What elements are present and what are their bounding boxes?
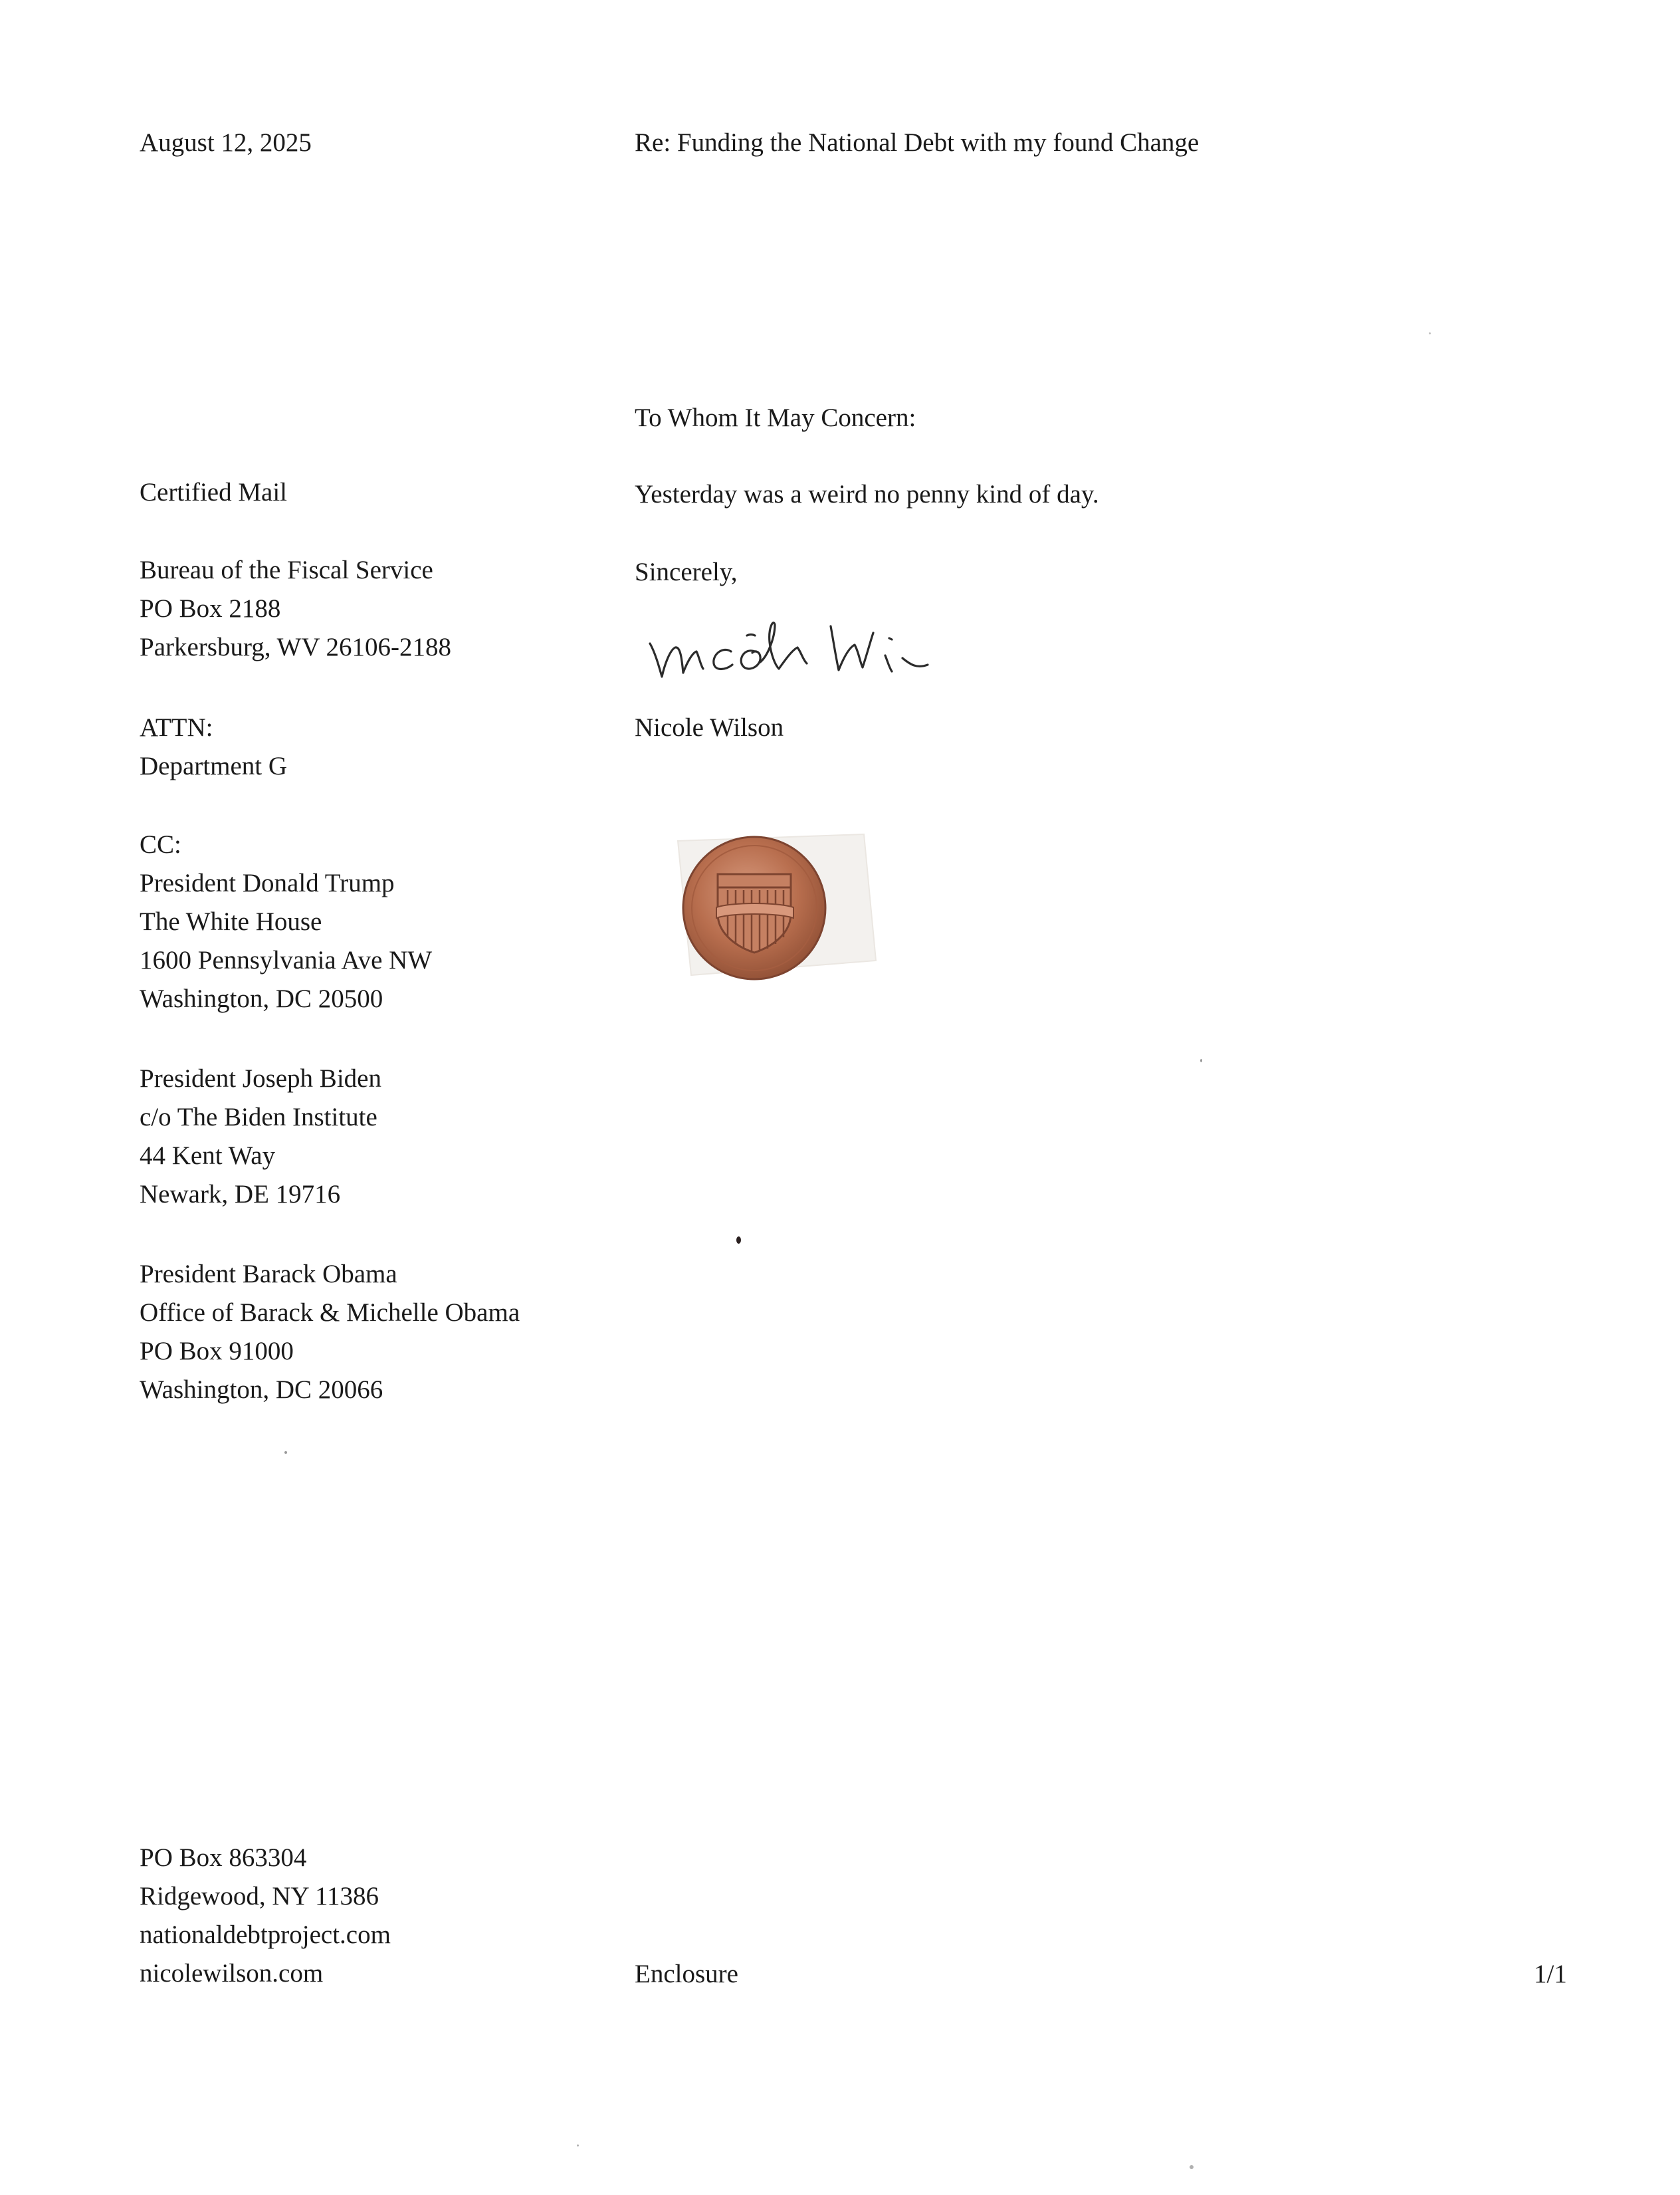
cc-recipient-biden	[140, 1060, 381, 1214]
letter-body: Yesterday was a weird no penny kind of day.	[635, 480, 1099, 509]
recipient-line: Parkersburg, WV 26106-2188	[140, 633, 452, 661]
scan-speck	[284, 1451, 287, 1454]
cc-line: 1600 Pennsylvania Ave NW	[140, 946, 433, 975]
enclosure-label: Enclosure	[635, 1960, 738, 1988]
attention-department: Department G	[140, 752, 288, 780]
signer-name: Nicole Wilson	[635, 713, 784, 742]
attention-label: ATTN:	[140, 713, 213, 742]
cc-line: 44 Kent Way	[140, 1141, 276, 1170]
letter-date: August 12, 2025	[140, 128, 312, 157]
cc-line: c/o The Biden Institute	[140, 1103, 377, 1131]
penny-image	[665, 821, 884, 987]
cc-line: President Barack Obama	[140, 1260, 397, 1288]
letter-subject: Re: Funding the National Debt with my found Change	[635, 128, 1200, 157]
salutation: To Whom It May Concern:	[635, 404, 916, 432]
cc-recipient-obama	[140, 1255, 520, 1409]
penny-coin	[683, 837, 825, 979]
cc-line: President Donald Trump	[140, 869, 395, 897]
cc-line: President Joseph Biden	[140, 1064, 381, 1093]
cc-label: CC:	[140, 830, 181, 859]
delivery-method: Certified Mail	[140, 478, 288, 507]
cc-line: Office of Barack & Michelle Obama	[140, 1298, 520, 1327]
cc-line: Washington, DC 20066	[140, 1375, 383, 1404]
recipient-line: Bureau of the Fiscal Service	[140, 556, 433, 584]
attention-block	[140, 709, 287, 786]
sender-website: nicolewilson.com	[140, 1959, 324, 1988]
sender-line: PO Box 863304	[140, 1843, 307, 1872]
scan-speck	[1190, 2165, 1194, 2169]
cc-line: Newark, DE 19716	[140, 1180, 341, 1209]
sender-line: Ridgewood, NY 11386	[140, 1882, 379, 1910]
page-number: 1/1	[1534, 1960, 1567, 1988]
cc-line: PO Box 91000	[140, 1337, 294, 1365]
cc-line: Washington, DC 20500	[140, 984, 383, 1013]
scan-speck	[1200, 1059, 1202, 1062]
recipient-line: PO Box 2188	[140, 594, 281, 623]
closing: Sincerely,	[635, 558, 738, 586]
cc-line: The White House	[140, 907, 322, 936]
scan-speck	[736, 1236, 741, 1244]
scan-speck	[1429, 332, 1431, 334]
sender-website: nationaldebtproject.com	[140, 1920, 391, 1949]
signature-image	[638, 598, 964, 698]
sender-address	[140, 1839, 391, 1993]
recipient-address	[140, 551, 451, 667]
scan-speck	[577, 2144, 579, 2146]
cc-block	[140, 826, 432, 1018]
